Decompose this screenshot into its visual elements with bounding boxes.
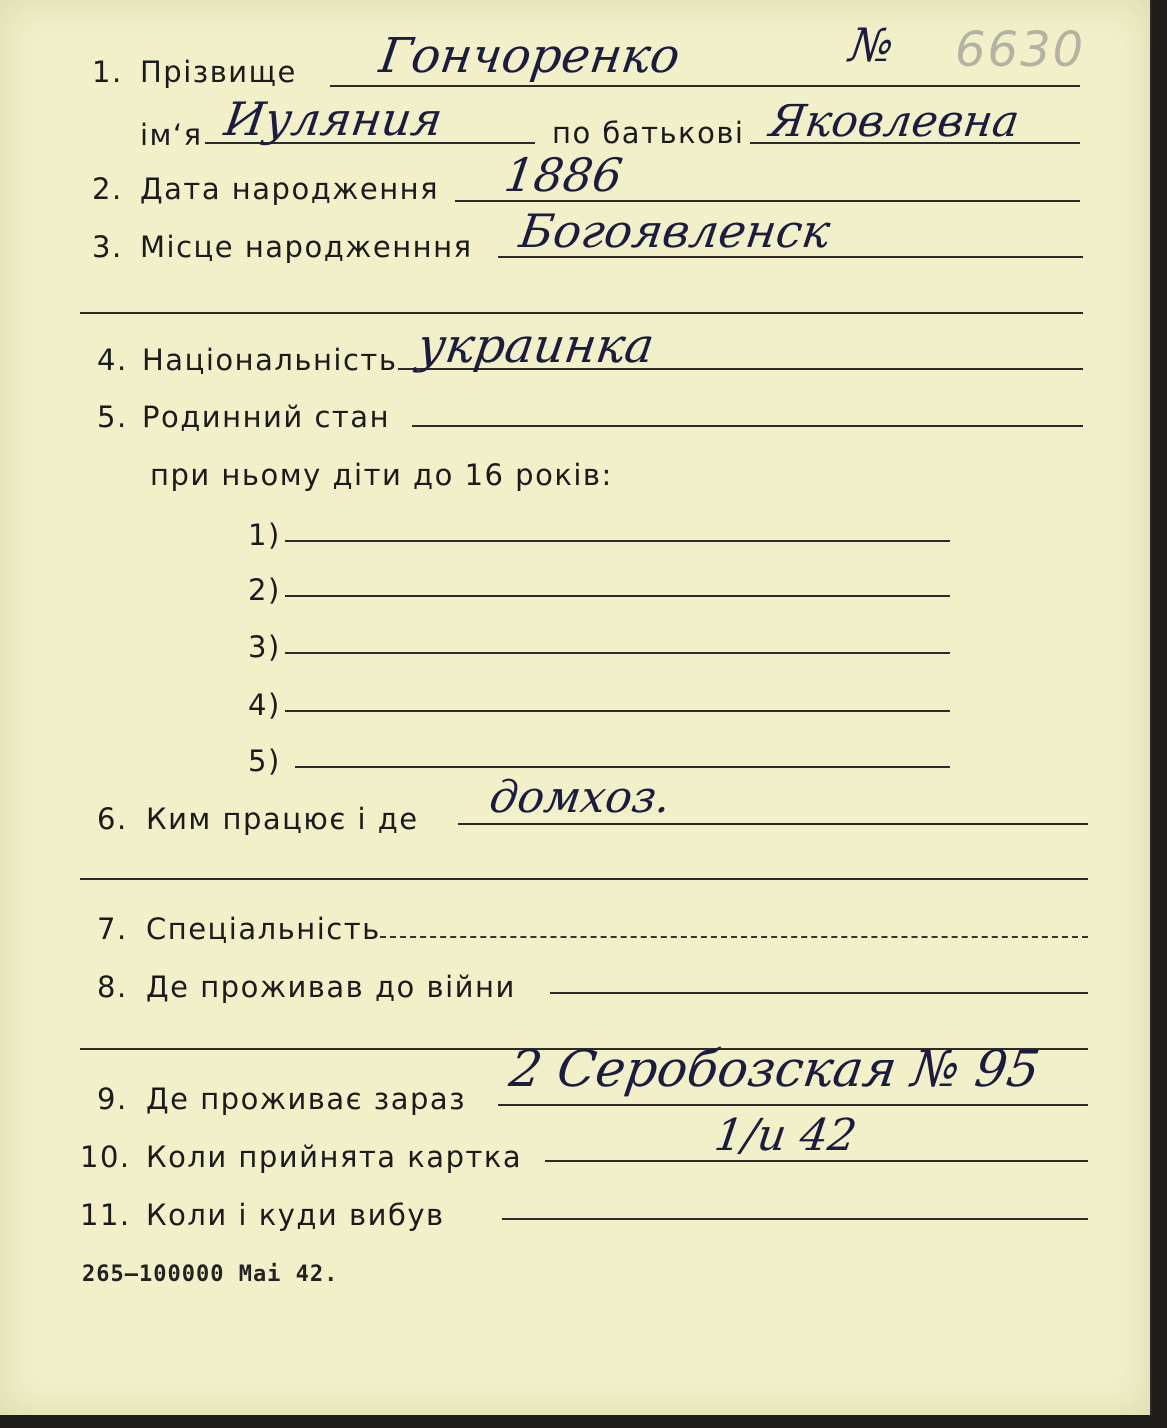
field-2-number: 2. bbox=[92, 172, 123, 206]
print-run-note: 265—100000 Mai 42. bbox=[82, 1262, 339, 1287]
current-residence-line bbox=[498, 1104, 1088, 1106]
field-4-number: 4. bbox=[97, 343, 128, 377]
child-2-line bbox=[285, 595, 950, 597]
children-label: при ньому діти до 16 років: bbox=[150, 458, 613, 492]
current-residence-label: Де проживає зараз bbox=[146, 1082, 467, 1116]
work-label: Ким працює і де bbox=[146, 802, 419, 836]
birthplace-label: Місце народженння bbox=[140, 230, 473, 264]
birthdate-label: Дата народження bbox=[140, 172, 440, 206]
nationality-label: Національність bbox=[142, 343, 398, 377]
child-2-label: 2) bbox=[248, 573, 281, 607]
field-9-number: 9. bbox=[97, 1082, 128, 1116]
prewar-residence-label: Де проживав до війни bbox=[146, 970, 516, 1004]
field-5-number: 5. bbox=[97, 400, 128, 434]
departure-label: Коли і куди вибув bbox=[146, 1198, 445, 1232]
name-value: Иуляния bbox=[221, 92, 446, 146]
child-5-label: 5) bbox=[248, 744, 281, 778]
child-4-line bbox=[285, 710, 950, 712]
child-3-line bbox=[285, 652, 950, 654]
work-line bbox=[458, 823, 1088, 825]
child-5-line bbox=[295, 766, 950, 768]
card-number-prefix: № bbox=[846, 18, 898, 72]
specialty-line bbox=[380, 936, 1088, 938]
departure-line bbox=[502, 1218, 1088, 1220]
field-7-number: 7. bbox=[97, 912, 128, 946]
birthdate-value: 1886 bbox=[501, 148, 626, 202]
child-3-label: 3) bbox=[248, 630, 281, 664]
card-date-label: Коли прийнята картка bbox=[146, 1140, 523, 1174]
surname-label: Прізвище bbox=[140, 55, 297, 89]
surname-line bbox=[330, 85, 1080, 87]
marital-status-line bbox=[412, 425, 1083, 427]
patronymic-label: по батькові bbox=[552, 116, 745, 150]
specialty-label: Спеціальність bbox=[146, 912, 381, 946]
card-number: 6630 bbox=[955, 22, 1086, 78]
field-6-number: 6. bbox=[97, 802, 128, 836]
marital-status-label: Родинний стан bbox=[142, 400, 391, 434]
card-date-value: 1/и 42 bbox=[711, 1110, 860, 1161]
field-1-number: 1. bbox=[92, 55, 123, 89]
field-11-number: 11. bbox=[80, 1198, 131, 1232]
surname-value: Гончоренко bbox=[376, 28, 684, 84]
patronymic-value: Яковлевна bbox=[766, 96, 1023, 147]
birthplace-line-2 bbox=[80, 312, 1083, 314]
work-line-2 bbox=[80, 878, 1088, 880]
field-10-number: 10. bbox=[80, 1140, 131, 1174]
current-residence-value: 2 Серобозская № 95 bbox=[505, 1040, 1044, 1098]
child-1-line bbox=[285, 540, 950, 542]
field-3-number: 3. bbox=[92, 230, 123, 264]
nationality-value: украинка bbox=[414, 318, 658, 374]
name-label: ім‘я bbox=[140, 118, 203, 152]
birthplace-value: Богоявленск bbox=[516, 204, 834, 258]
child-1-label: 1) bbox=[248, 518, 281, 552]
child-4-label: 4) bbox=[248, 688, 281, 722]
field-8-number: 8. bbox=[97, 970, 128, 1004]
prewar-residence-line bbox=[550, 992, 1088, 994]
work-value: домхоз. bbox=[486, 772, 674, 823]
